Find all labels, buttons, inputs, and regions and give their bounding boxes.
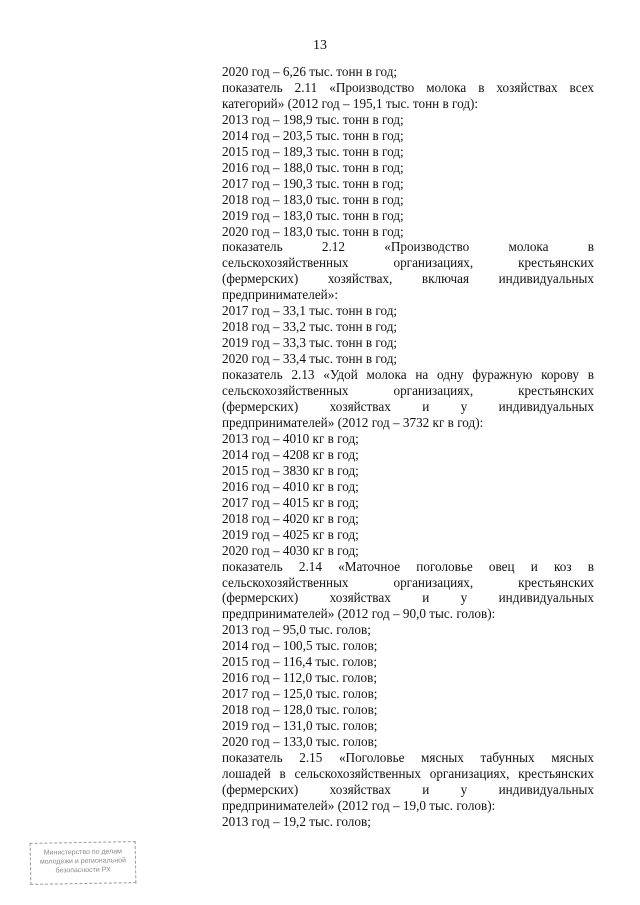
- text-line: 2020 год – 33,4 тыс. тонн в год;: [222, 351, 398, 367]
- text-line: предпринимателей» (2012 год – 19,0 тыс. голов):: [222, 797, 496, 813]
- text-line: показатель 2.12 «Производство молока в: [222, 239, 594, 255]
- page-number: 13: [313, 38, 327, 53]
- text-line: 2014 год – 4208 кг в год;: [222, 446, 359, 462]
- text-line: сельскохозяйственных организациях, крестьянских: [222, 255, 594, 271]
- text-line: 2020 год – 4030 кг в год;: [222, 542, 359, 558]
- text-line: 2017 год – 4015 кг в год;: [222, 494, 359, 510]
- text-line: 2018 год – 128,0 тыс. голов;: [222, 702, 378, 718]
- text-line: 2013 год – 95,0 тыс. голов;: [222, 622, 371, 638]
- text-line: 2018 год – 183,0 тыс. тонн в год;: [222, 191, 404, 207]
- text-line: 2015 год – 3830 кг в год;: [222, 462, 359, 478]
- text-line: 2018 год – 4020 кг в год;: [222, 510, 359, 526]
- text-line: 2020 год – 133,0 тыс. голов;: [222, 734, 378, 750]
- text-line: 2014 год – 203,5 тыс. тонн в год;: [222, 127, 404, 143]
- text-line: 2017 год – 190,3 тыс. тонн в год;: [222, 175, 404, 191]
- text-line: показатель 2.13 «Удой молока на одну фуражную корову в: [222, 367, 594, 383]
- text-line: 2018 год – 33,2 тыс. тонн в год;: [222, 319, 398, 335]
- text-line: 2020 год – 183,0 тыс. тонн в год;: [222, 223, 404, 239]
- text-line: 2015 год – 116,4 тыс. голов;: [222, 654, 377, 670]
- text-line: предпринимателей» (2012 год – 3732 кг в год):: [222, 414, 484, 430]
- text-line: показатель 2.11 «Производство молока в хозяйствах всех: [222, 79, 594, 95]
- text-line: (фермерских) хозяйствах и у индивидуальных: [222, 781, 594, 797]
- text-line: 2014 год – 100,5 тыс. голов;: [222, 638, 378, 654]
- text-line: показатель 2.14 «Маточное поголовье овец и коз в: [222, 558, 594, 574]
- text-line: сельскохозяйственных организациях, крестьянских: [222, 383, 594, 399]
- text-line: предпринимателей» (2012 год – 90,0 тыс. голов):: [222, 606, 496, 622]
- text-line: предпринимателей»:: [222, 287, 338, 303]
- text-line: (фермерских) хозяйствах и у индивидуальных: [222, 590, 594, 606]
- text-line: 2016 год – 112,0 тыс. голов;: [222, 670, 377, 686]
- stamp-line-3: безопасности РХ: [55, 866, 111, 875]
- text-line: 2017 год – 125,0 тыс. голов;: [222, 686, 378, 702]
- text-line: лошадей в сельскохозяйственных организациях, крестьянских: [222, 765, 594, 781]
- text-line: (фермерских) хозяйствах и у индивидуальных: [222, 399, 594, 415]
- text-line: 2017 год – 33,1 тыс. тонн в год;: [222, 303, 398, 319]
- text-line: сельскохозяйственных организациях, крестьянских: [222, 574, 594, 590]
- registration-stamp: [30, 841, 137, 885]
- text-line: (фермерских) хозяйствах, включая индивидуальных: [222, 271, 594, 287]
- text-line: 2019 год – 33,3 тыс. тонн в год;: [222, 335, 398, 351]
- text-line: 2013 год – 198,9 тыс. тонн в год;: [222, 111, 404, 127]
- text-line: категорий» (2012 год – 195,1 тыс. тонн в год):: [222, 95, 479, 111]
- text-line: 2013 год – 4010 кг в год;: [222, 430, 359, 446]
- text-line: 2013 год – 19,2 тыс. голов;: [222, 813, 371, 829]
- stamp-line-1: Министерство по делам: [43, 848, 123, 857]
- text-line: 2015 год – 189,3 тыс. тонн в год;: [222, 143, 404, 159]
- text-line: 2016 год – 4010 кг в год;: [222, 478, 359, 494]
- stamp-line-2: молодежи и региональной: [39, 857, 127, 866]
- document-body: [222, 64, 594, 830]
- text-line: 2019 год – 183,0 тыс. тонн в год;: [222, 207, 404, 223]
- text-line: 2020 год – 6,26 тыс. тонн в год;: [222, 64, 398, 79]
- text-line: показатель 2.15 «Поголовье мясных табунных мясных: [222, 749, 594, 765]
- text-line: 2019 год – 131,0 тыс. голов;: [222, 718, 378, 734]
- text-line: 2019 год – 4025 кг в год;: [222, 526, 359, 542]
- text-line: 2016 год – 188,0 тыс. тонн в год;: [222, 159, 404, 175]
